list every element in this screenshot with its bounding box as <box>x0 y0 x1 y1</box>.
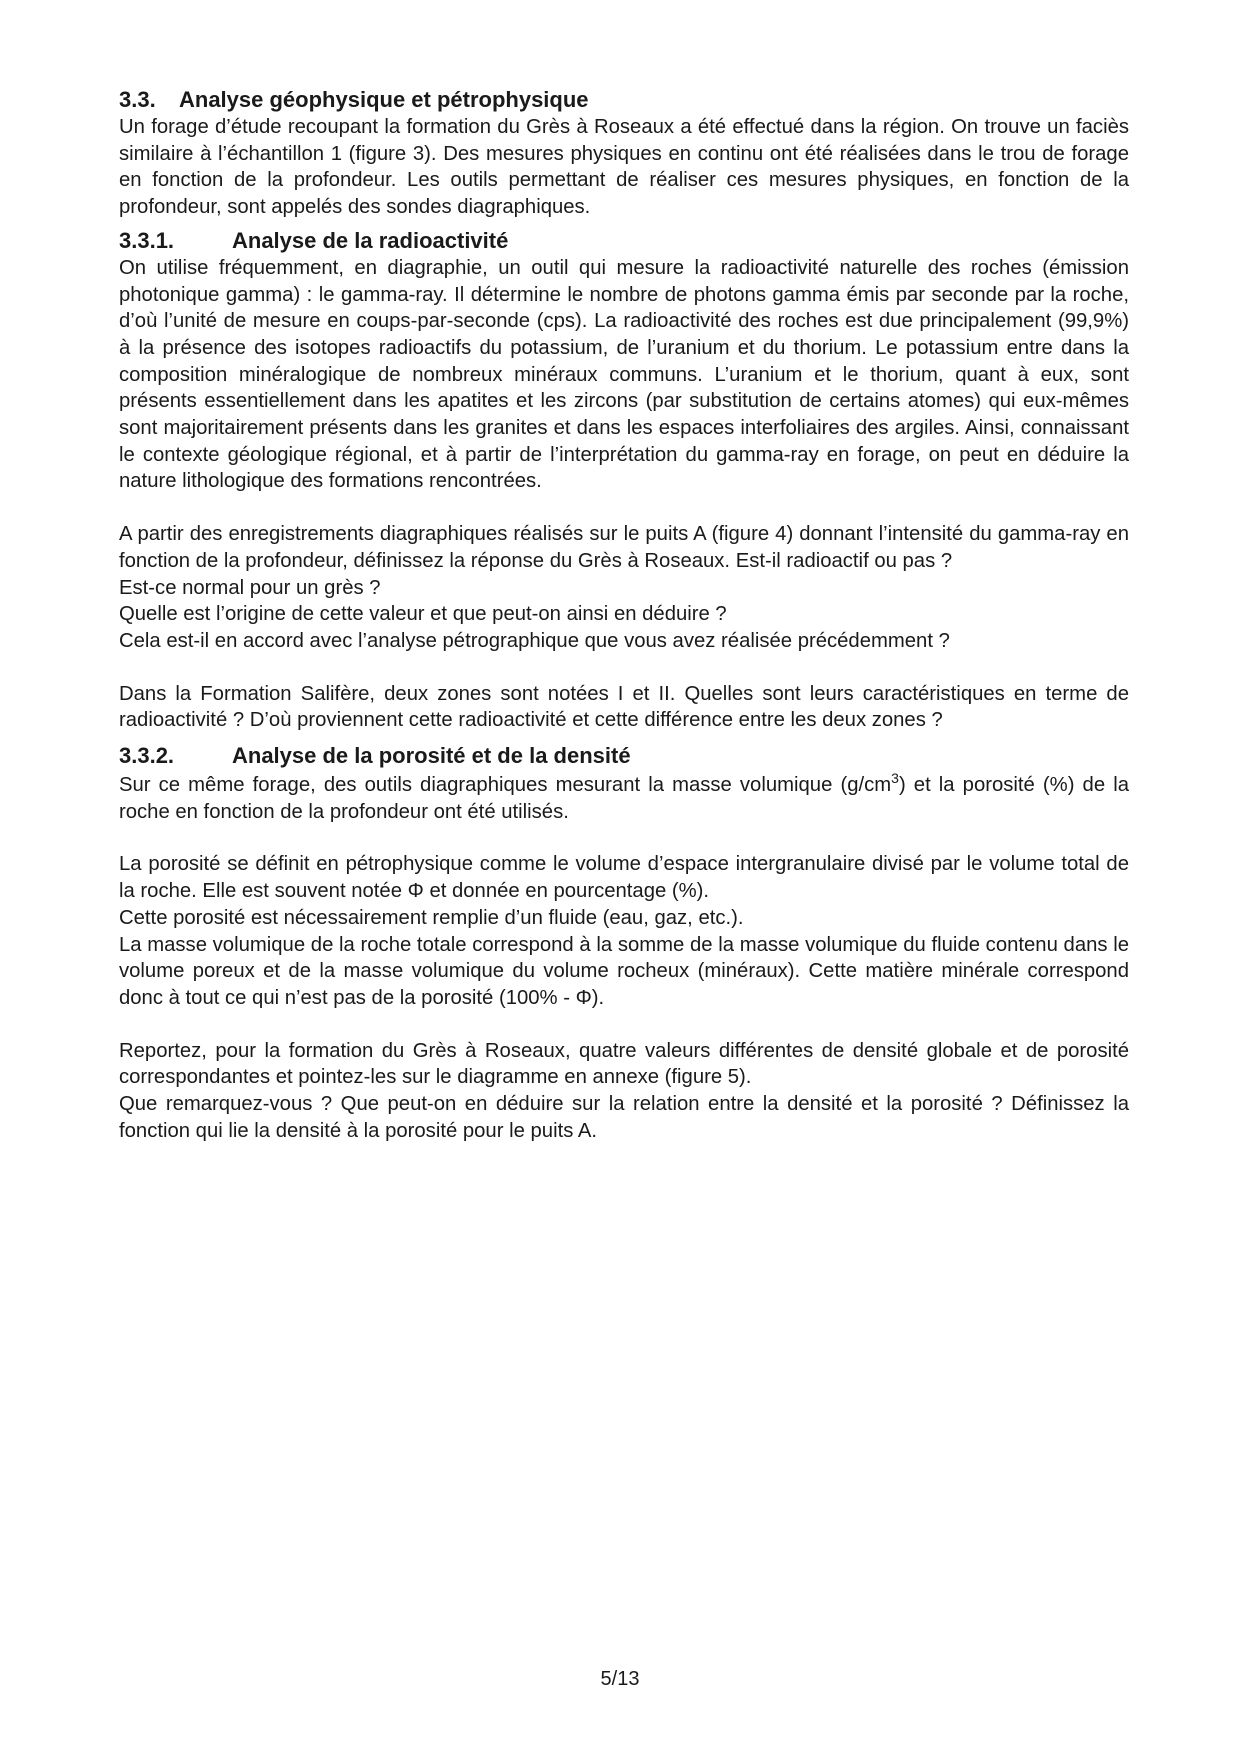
section-heading-3-3-1 <box>119 227 1129 255</box>
intro-text: Sur ce même forage, des outils diagraphiques mesurant la masse volumique (g/cm <box>119 774 892 797</box>
section-title: Analyse de la radioactivité <box>232 227 509 253</box>
paragraph-outils <box>119 772 1129 825</box>
definition-fluide: Cette porosité est nécessairement remplie d’un fluide (eau, gaz, etc.). <box>119 906 744 929</box>
question-salifere: Dans la Formation Salifère, deux zones sont notées I et II. Quelles sont leurs caractéristiques en terme de radioactivité ? D’où proviennent cette radioactivité et cette différence entre les deux zones ? <box>119 682 1129 732</box>
document-page <box>119 86 1129 1145</box>
spacer <box>119 1012 1129 1038</box>
paragraph-radioactivite: On utilise fréquemment, en diagraphie, un outil qui mesure la radioactivité naturelle des roches (émission photonique gamma) : le gamma-ray. Il détermine le nombre de photons gamma émis par seconde par la roche, d’où l’unité de mesure en coups-par-seconde (cps). La radioactivité des roches est due principalement (99,9%) à la présence des isotopes radioactifs du potassium, de l’uranium et du thorium. Le potassium entre dans la composition minéralogique de nombreux minéraux communs. L’uranium et le thorium, quant à eux, sont présents essentiellement dans les apatites et les zircons (par substitution de certains atomes) qui eux-mêmes sont majoritairement présents dans les granites et dans les espaces interfoliaires des argiles. Ainsi, connaissant le contexte géologique régional, et à partir de l’interprétation du gamma-ray en forage, on peut en déduire la nature lithologique des formations rencontrées. <box>119 256 1129 493</box>
section-heading-3-3-2 <box>119 742 1129 770</box>
task-remarquez: Que remarquez-vous ? Que peut-on en déduire sur la relation entre la densité et la porosité ? Définissez la fonction qui lie la densité à la porosité pour le puits A. <box>119 1093 1129 1142</box>
intro-text-end: ) et la porosité (%) de la roche en fonction de la profondeur ont été utilisés. <box>119 774 1129 823</box>
section-heading-3-3 <box>119 86 1129 114</box>
question-origine: Quelle est l’origine de cette valeur et que peut-on ainsi en déduire ? <box>119 603 727 626</box>
paragraph-forage: Un forage d’étude recoupant la formation du Grès à Roseaux a été effectué dans la région. On trouve un faciès similaire à l’échantillon 1 (figure 3). Des mesures physiques en continu ont été réalisées dans le trou de forage en fonction de la profondeur. Les outils permettant de réaliser ces mesures physiques, en fonction de la profondeur, sont appelés des sondes diagraphiques. <box>119 116 1129 219</box>
definition-porosite: La porosité se définit en pétrophysique comme le volume d’espace intergranulaire divisé par le volume total de la roche. Elle est souvent notée Φ et donnée en pourcentage (%). <box>119 853 1129 903</box>
section-number: 3.3.1. <box>119 227 175 253</box>
section-number: 3.3.2. <box>119 743 175 769</box>
section-title: Analyse de la porosité et de la densité <box>232 743 631 769</box>
superscript-3: 3 <box>891 770 899 787</box>
task-reportez: Reportez, pour la formation du Grès à Roseaux, quatre valeurs différentes de densité globale et de porosité correspondantes et pointez-les sur le diagramme en annexe (figure 5). <box>119 1039 1129 1089</box>
section-number: 3.3. <box>119 87 156 112</box>
question-normal: Est-ce normal pour un grès ? <box>119 576 381 599</box>
question-accord: Cela est-il en accord avec l’analyse pétrographique que vous avez réalisée précédemment ? <box>119 629 950 652</box>
spacer <box>119 495 1129 521</box>
spacer <box>119 825 1129 851</box>
definition-masse-volumique: La masse volumique de la roche totale correspond à la somme de la masse volumique du fluide contenu dans le volume poreux et de la masse volumique du volume rocheux (minéraux). Cette matière minérale correspond donc à tout ce qui n’est pas de la porosité (100% - Φ). <box>119 933 1129 1009</box>
spacer <box>119 655 1129 681</box>
section-title: Analyse géophysique et pétrophysique <box>179 87 589 112</box>
page-number: 5/13 <box>600 1668 640 1690</box>
question-gamma-ray: A partir des enregistrements diagraphiques réalisés sur le puits A (figure 4) donnant l’intensité du gamma-ray en fonction de la profondeur, définissez la réponse du Grès à Roseaux. Est-il radioactif ou pas ? <box>119 523 1129 572</box>
